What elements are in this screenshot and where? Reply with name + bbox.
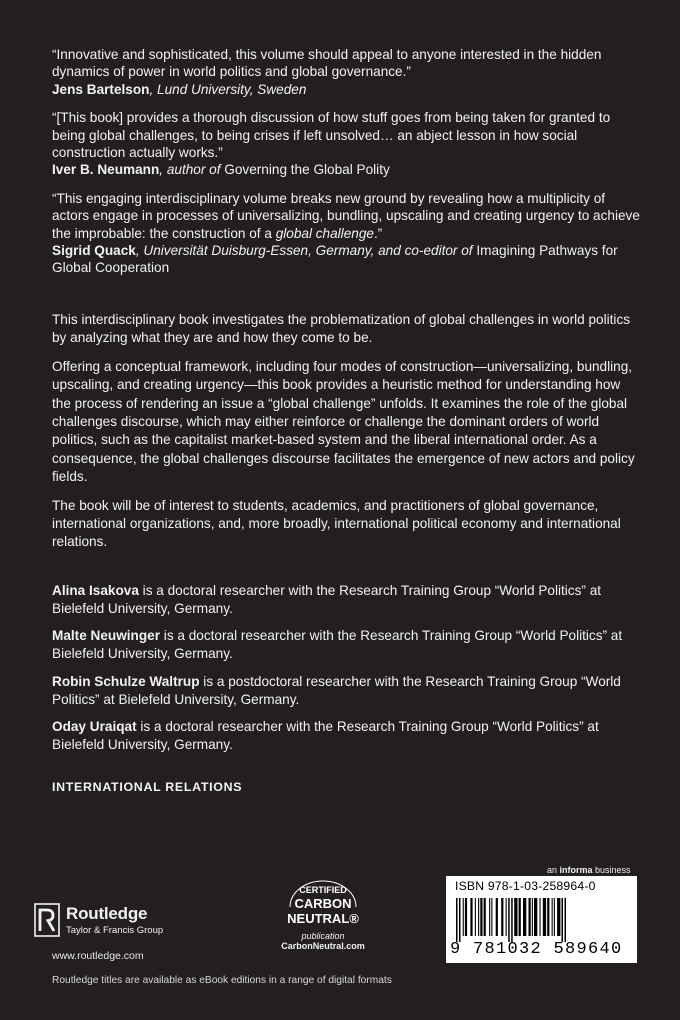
barcode-bar xyxy=(463,898,464,936)
author-bio: Malte Neuwinger is a doctoral researcher with the Research Training Group “World Politics” at Bielefeld University, Germany. xyxy=(52,628,623,662)
ebook-note: Routledge titles are available as eBook editions in a range of digital formats xyxy=(52,975,392,986)
isbn-label: ISBN 978-1-03-258964-0 xyxy=(455,879,596,893)
book-description xyxy=(52,311,642,552)
author-bios xyxy=(52,582,642,755)
description-paragraph: The book will be of interest to students, academics, and practitioners of global governance, international organizations, and, more broadly, international political economy and international relations. xyxy=(52,497,621,550)
informa-business: an informa business xyxy=(547,865,631,875)
endorsement-text: “[This book] provides a thorough discussion of how stuff goes from being taken for granted to being global challenges, to being crises if left unsolved… an abject lesson in how social construction actually works.” xyxy=(52,110,611,161)
barcode-bars xyxy=(456,898,628,942)
endorsement-2 xyxy=(52,109,642,179)
description-paragraph: This interdisciplinary book investigates the problematization of global challenges in world politics by analyzing what they are and how they come to be. xyxy=(52,311,631,346)
barcode-bar xyxy=(519,898,521,936)
barcode-bar xyxy=(565,898,567,942)
endorsement-text: “This engaging interdisciplinary volume breaks new ground by revealing how a multiplicity of actors engage in processes of universalizing, bundling, upscaling and creating urgency to achieve the improbable: the construction of a global challenge.” xyxy=(52,190,640,241)
author-bio: Robin Schulze Waltrup is a postdoctoral researcher with the Research Training Group “World Politics” at Bielefeld University, Germany. xyxy=(52,673,621,707)
carbon-site: CarbonNeutral.com xyxy=(281,941,365,951)
endorsement-1 xyxy=(52,46,642,98)
description-paragraph: Offering a conceptual framework, including four modes of construction—universalizing, bundling, upscaling, and creating urgency—this book provides a heuristic method for understanding how the process of rendering an issue a “global challenge” unfolds. It examines the role of the global challenges discourse, which may either reinforce or challenge the dominant orders of world politics, such as the capitalist market-based system and the liberal international order. As a consequence, the global challenges discourse facilitates the emergence of new actors and policy fields. xyxy=(52,358,635,485)
endorser: Jens Bartelson, Lund University, Sweden xyxy=(52,81,307,97)
barcode-bar xyxy=(480,898,482,936)
barcode-bar xyxy=(529,898,531,936)
author-bio: Alina Isakova is a doctoral researcher with the Research Training Group “World Politics” at Bielefeld University, Germany. xyxy=(52,582,602,616)
carbon-label: publication xyxy=(301,931,345,941)
barcode-bar xyxy=(459,898,461,942)
barcode-bar xyxy=(478,898,479,936)
barcode-bar xyxy=(514,898,517,936)
endorsement-3 xyxy=(52,190,642,277)
endorser: Sigrid Quack, Universität Duisburg-Essen, Germany, and co-editor of Imagining Pathways for Global Cooperation xyxy=(52,243,618,276)
back-cover-text xyxy=(52,46,642,794)
barcode-bar xyxy=(475,898,476,936)
barcode-bar xyxy=(532,898,533,936)
barcode-bar xyxy=(456,898,458,942)
barcode-bar xyxy=(508,898,510,942)
barcode-bar xyxy=(496,898,498,936)
carbon-neutral-seal-icon xyxy=(278,875,368,933)
barcode-bar xyxy=(465,898,467,936)
publisher-name: Routledge Taylor & Francis Group xyxy=(66,904,164,936)
barcode-bar xyxy=(511,898,513,942)
publisher-logo xyxy=(34,903,163,937)
barcode-bar xyxy=(534,898,537,936)
barcode-bar xyxy=(543,898,546,936)
barcode-bar xyxy=(540,898,541,936)
isbn-digits: 9 781032 589640 xyxy=(450,940,623,959)
publisher-website: www.routledge.com xyxy=(52,950,144,962)
isbn-barcode xyxy=(446,876,637,963)
author-bio: Oday Uraiqat is a doctoral researcher with the Research Training Group “World Politics” at Bielefeld University, Germany. xyxy=(52,718,599,753)
endorser: Iver B. Neumann, author of Governing the Global Polity xyxy=(52,162,390,178)
barcode-bar xyxy=(523,898,526,936)
barcode-bar xyxy=(506,898,507,936)
barcode-bar xyxy=(547,898,549,936)
carbon-logo-certified: CERTIFIED xyxy=(299,885,347,895)
endorsement-text: “Innovative and sophisticated, this volume should appeal to anyone interested in the hidden dynamics of power in world politics and global governance.” xyxy=(52,47,602,80)
barcode-bar xyxy=(501,898,503,936)
carbon-logo-carbon: CARBON xyxy=(294,896,352,911)
barcode-bar xyxy=(470,898,472,936)
barcode-bar xyxy=(554,898,555,936)
barcode-bar xyxy=(484,898,486,936)
routledge-logo-icon xyxy=(34,903,60,937)
carbon-logo-neutral: NEUTRAL® xyxy=(287,911,359,926)
subject-category: INTERNATIONAL RELATIONS xyxy=(52,780,243,795)
carbon-neutral-badge xyxy=(268,875,378,951)
barcode-bar xyxy=(552,898,553,936)
barcode-bar xyxy=(489,898,490,936)
barcode-bar xyxy=(491,898,492,936)
barcode-bar xyxy=(562,898,564,942)
barcode-bar xyxy=(557,898,560,936)
